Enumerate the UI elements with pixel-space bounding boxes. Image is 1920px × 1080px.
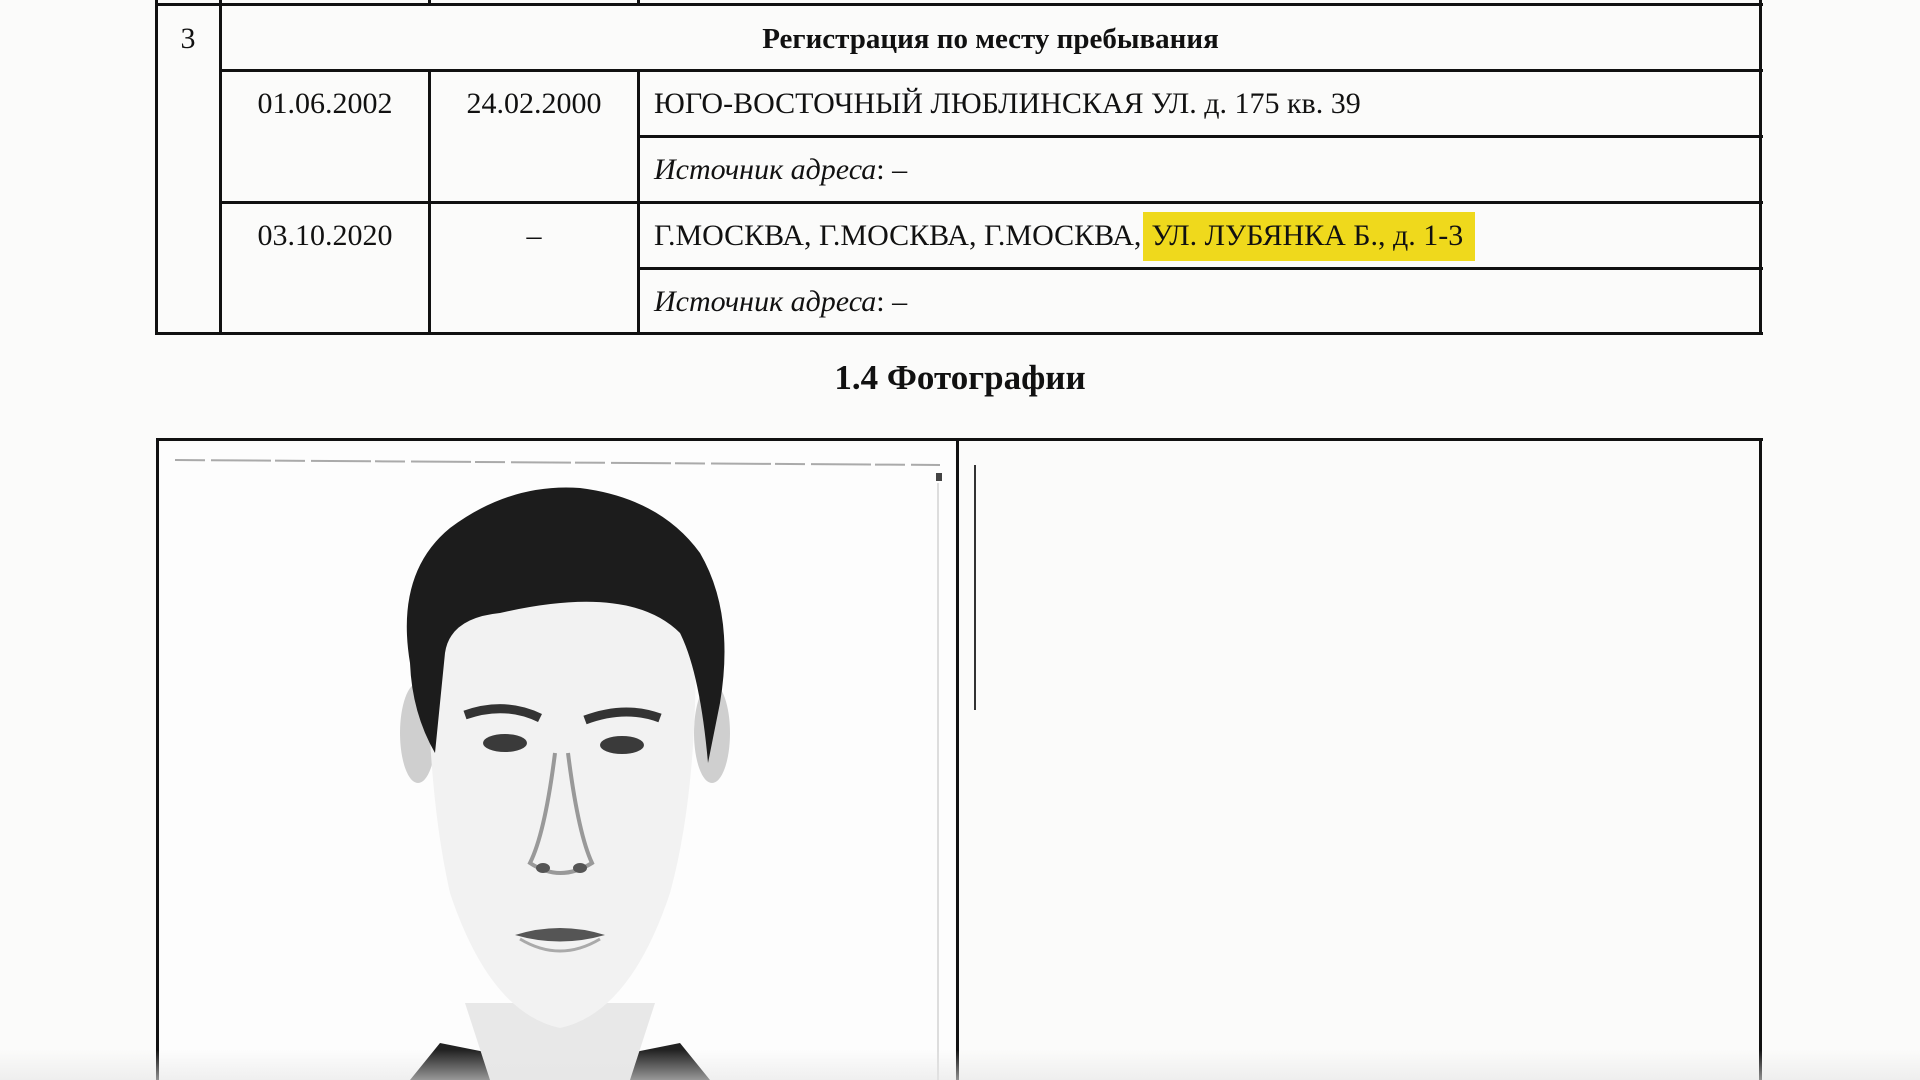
- address-prefix: Г.МОСКВА, Г.МОСКВА, Г.МОСКВА,: [654, 219, 1142, 252]
- entry-address: [654, 219, 1475, 253]
- photo-placeholder-line: [974, 465, 976, 710]
- table-row-divider: [638, 135, 1763, 138]
- source-value: : –: [876, 153, 908, 186]
- table-bottom-border: [155, 332, 1763, 335]
- source-value: : –: [876, 285, 908, 318]
- entry-date-second: –: [526, 219, 542, 252]
- table-top-border: [155, 3, 1763, 6]
- entry-date-second: 24.02.2000: [466, 87, 602, 120]
- entry-address-source: [654, 153, 907, 187]
- photos-table-divider: [956, 438, 959, 1080]
- entry-date-start: 03.10.2020: [257, 219, 393, 252]
- photos-table-left-border: [156, 438, 159, 1080]
- table-header-divider: [220, 69, 1763, 72]
- source-label: Источник адреса: [654, 285, 877, 318]
- table-row-divider: [638, 267, 1763, 270]
- bottom-shadow: [0, 1050, 1920, 1080]
- table-col-divider: [428, 0, 431, 5]
- highlighted-address: УЛ. ЛУБЯНКА Б., д. 1-3: [1143, 212, 1475, 261]
- photos-heading: 1.4 Фотографии: [834, 358, 1086, 397]
- portrait-photo: [160, 443, 955, 1080]
- table-col-divider: [637, 0, 640, 5]
- row-number: 3: [180, 22, 196, 55]
- table-right-border: [1759, 0, 1762, 335]
- entry-address-source: [654, 285, 907, 319]
- entry-date-start: 01.06.2002: [257, 87, 393, 120]
- photos-table-right-border: [1759, 438, 1762, 1080]
- portrait-image: [160, 443, 955, 1080]
- table-row-divider: [220, 201, 1763, 204]
- source-label: Источник адреса: [654, 153, 877, 186]
- entry-address: ЮГО-ВОСТОЧНЫЙ ЛЮБЛИНСКАЯ УЛ. д. 175 кв. 39: [654, 87, 1361, 120]
- section-title: Регистрация по месту пребывания: [762, 23, 1219, 55]
- table-col-divider: [637, 69, 640, 335]
- photos-table-top-border: [156, 438, 1763, 441]
